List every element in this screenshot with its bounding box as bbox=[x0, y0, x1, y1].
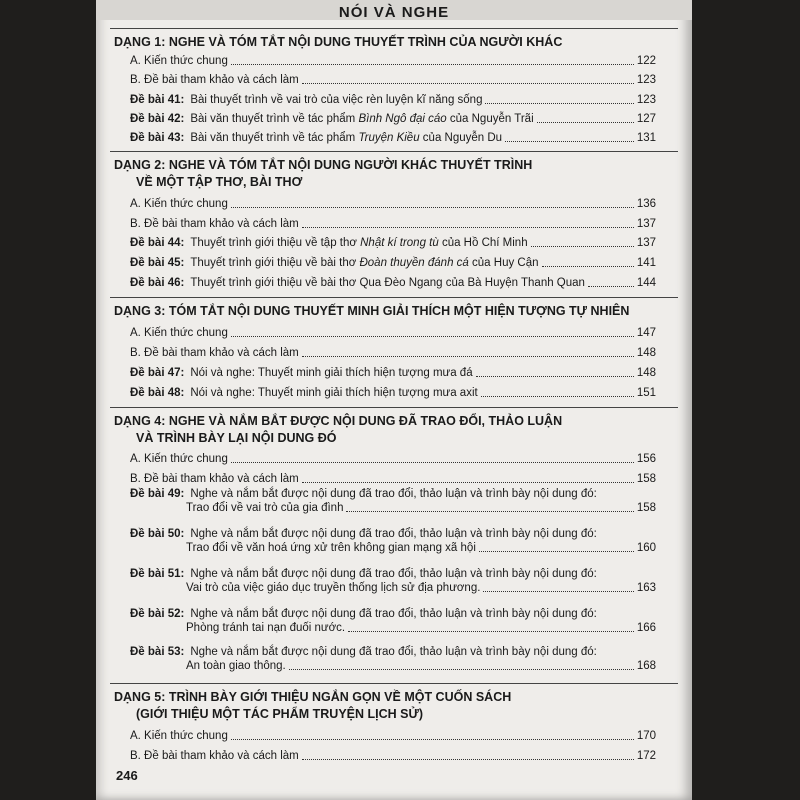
entry-page: 158 bbox=[636, 502, 656, 514]
entry-text: Nghe và nắm bắt được nội dung đã trao đổi, thảo luận và trình bày nội dung đó: bbox=[190, 646, 597, 658]
entry-page: 144 bbox=[636, 277, 656, 289]
leader-dots bbox=[346, 511, 633, 512]
section-title-dang-1: DẠNG 1: NGHE VÀ TÓM TẮT NỘI DUNG THUYẾT TRÌNH CỦA NGƯỜI KHÁC bbox=[114, 35, 563, 49]
entry-label: Đề bài 41: bbox=[130, 94, 185, 106]
entry-page: 141 bbox=[636, 257, 656, 269]
entry-text: A. Kiến thức chung bbox=[130, 730, 228, 742]
toc-entry[interactable] bbox=[130, 468, 656, 486]
leader-dots bbox=[483, 591, 633, 592]
entry-page: 123 bbox=[636, 74, 656, 86]
section-divider bbox=[110, 407, 678, 408]
entry-label: Đề bài 47: bbox=[130, 367, 185, 379]
entry-text-cont: Vai trò của việc giáo dục truyền thống lịch sử địa phương. bbox=[186, 582, 481, 594]
toc-entry[interactable] bbox=[130, 382, 656, 400]
entry-page: 137 bbox=[636, 237, 656, 249]
entry-text: Nghe và nắm bắt được nội dung đã trao đổi, thảo luận và trình bày nội dung đó: bbox=[190, 608, 597, 620]
toc-entry[interactable] bbox=[130, 272, 656, 290]
leader-dots bbox=[348, 631, 634, 632]
section-divider bbox=[110, 297, 678, 298]
entry-text: B. Đề bài tham khảo và cách làm bbox=[130, 347, 299, 359]
entry-label: Đề bài 48: bbox=[130, 387, 185, 399]
entry-label: Đề bài 46: bbox=[130, 277, 185, 289]
entry-page: 166 bbox=[636, 622, 656, 634]
entry-label: Đề bài 49: bbox=[130, 488, 185, 500]
entry-text-cont: An toàn giao thông. bbox=[186, 660, 286, 672]
entry-text: Thuyết trình giới thiệu về bài thơ Đoàn thuyền đánh cá của Huy Cận bbox=[190, 257, 539, 269]
leader-dots bbox=[302, 83, 634, 84]
leader-dots bbox=[505, 141, 634, 142]
leader-dots bbox=[481, 396, 634, 397]
entry-page: 122 bbox=[636, 55, 656, 67]
entry-page: 147 bbox=[636, 327, 656, 339]
leader-dots bbox=[289, 669, 634, 670]
entry-page: 158 bbox=[636, 473, 656, 485]
entry-text: Nghe và nắm bắt được nội dung đã trao đổi, thảo luận và trình bày nội dung đó: bbox=[190, 488, 597, 500]
toc-entry[interactable] bbox=[130, 487, 656, 521]
leader-dots bbox=[479, 551, 634, 552]
toc-entry[interactable] bbox=[130, 69, 656, 87]
toc-entry[interactable] bbox=[130, 645, 656, 679]
leader-dots bbox=[302, 227, 634, 228]
entry-label: Đề bài 45: bbox=[130, 257, 185, 269]
leader-dots bbox=[302, 759, 634, 760]
entry-text-cont: Trao đổi về vai trò của gia đình bbox=[186, 502, 344, 514]
toc-entry[interactable] bbox=[130, 322, 656, 340]
section-title-dang-2: DẠNG 2: NGHE VÀ TÓM TẮT NỘI DUNG NGƯỜI KHÁC THUYẾT TRÌNH VỀ MỘT TẬP THƠ, BÀI THƠ bbox=[114, 158, 533, 189]
toc-entry[interactable] bbox=[130, 607, 656, 641]
entry-text: B. Đề bài tham khảo và cách làm bbox=[130, 218, 299, 230]
toc-entry[interactable] bbox=[130, 252, 656, 270]
entry-text: Nói và nghe: Thuyết minh giải thích hiện tượng mưa đá bbox=[190, 367, 473, 379]
entry-text: Bài thuyết trình về vai trò của việc rèn luyện kĩ năng sống bbox=[190, 94, 483, 106]
entry-text: Nói và nghe: Thuyết minh giải thích hiện tượng mưa axit bbox=[190, 387, 478, 399]
toc-entry[interactable] bbox=[130, 567, 656, 601]
toc-entry[interactable] bbox=[130, 89, 656, 107]
entry-label: Đề bài 51: bbox=[130, 568, 185, 580]
entry-page: 123 bbox=[636, 94, 656, 106]
toc-entry[interactable] bbox=[130, 362, 656, 380]
toc-entry[interactable] bbox=[130, 232, 656, 250]
leader-dots bbox=[231, 64, 634, 65]
section-title-dang-4: DẠNG 4: NGHE VÀ NẮM BẮT ĐƯỢC NỘI DUNG ĐÃ TRAO ĐỔI, THẢO LUẬN VÀ TRÌNH BÀY LẠI NỘI DUNG ĐÓ bbox=[114, 414, 563, 445]
entry-page: 127 bbox=[636, 113, 656, 125]
toc-entry[interactable] bbox=[130, 50, 656, 68]
section-title-dang-3: DẠNG 3: TÓM TẮT NỘI DUNG THUYẾT MINH GIẢI THÍCH MỘT HIỆN TƯỢNG TỰ NHIÊN bbox=[114, 304, 630, 318]
leader-dots bbox=[537, 122, 634, 123]
toc-entry[interactable] bbox=[130, 342, 656, 360]
toc-entry[interactable] bbox=[130, 108, 656, 126]
entry-text: A. Kiến thức chung bbox=[130, 453, 228, 465]
entry-page: 160 bbox=[636, 542, 656, 554]
entry-page: 172 bbox=[636, 750, 656, 762]
entry-page: 170 bbox=[636, 730, 656, 742]
section-divider bbox=[110, 151, 678, 152]
toc-entry[interactable] bbox=[130, 127, 656, 145]
entry-label: Đề bài 43: bbox=[130, 132, 185, 144]
entry-page: 131 bbox=[636, 132, 656, 144]
entry-text: Thuyết trình giới thiệu về tập thơ Nhật kí trong tù của Hồ Chí Minh bbox=[190, 237, 528, 249]
toc-entry[interactable] bbox=[130, 448, 656, 466]
entry-label: Đề bài 44: bbox=[130, 237, 185, 249]
entry-page: 148 bbox=[636, 347, 656, 359]
leader-dots bbox=[531, 246, 634, 247]
entry-text: A. Kiến thức chung bbox=[130, 327, 228, 339]
leader-dots bbox=[231, 462, 634, 463]
entry-text: B. Đề bài tham khảo và cách làm bbox=[130, 473, 299, 485]
toc-entry[interactable] bbox=[130, 725, 656, 743]
leader-dots bbox=[588, 286, 634, 287]
entry-page: 168 bbox=[636, 660, 656, 672]
entry-text: Thuyết trình giới thiệu về bài thơ Qua Đèo Ngang của Bà Huyện Thanh Quan bbox=[190, 277, 585, 289]
page-title: NÓI VÀ NGHE bbox=[338, 4, 450, 21]
entry-text: Bài văn thuyết trình về tác phẩm Truyện Kiều của Nguyễn Du bbox=[190, 132, 503, 144]
toc-entry[interactable] bbox=[130, 745, 656, 763]
leader-dots bbox=[542, 266, 634, 267]
section-title-dang-5: DẠNG 5: TRÌNH BÀY GIỚI THIỆU NGẮN GỌN VỀ MỘT CUỐN SÁCH (GIỚI THIỆU MỘT TÁC PHẨM TRUYỆN LỊCH SỬ) bbox=[114, 690, 512, 721]
entry-text-cont: Phòng tránh tai nạn đuối nước. bbox=[186, 622, 346, 634]
entry-text: A. Kiến thức chung bbox=[130, 198, 228, 210]
leader-dots bbox=[231, 336, 634, 337]
entry-label: Đề bài 42: bbox=[130, 113, 185, 125]
toc-entry[interactable] bbox=[130, 527, 656, 561]
leader-dots bbox=[485, 103, 633, 104]
book-page bbox=[96, 0, 692, 800]
entry-text: A. Kiến thức chung bbox=[130, 55, 228, 67]
section-divider bbox=[110, 683, 678, 684]
section-divider bbox=[110, 28, 678, 29]
entry-text-cont: Trao đổi về văn hoá ứng xử trên không gian mạng xã hội bbox=[186, 542, 476, 554]
page-number: 246 bbox=[116, 768, 138, 783]
leader-dots bbox=[302, 356, 634, 357]
entry-page: 156 bbox=[636, 453, 656, 465]
entry-label: Đề bài 53: bbox=[130, 646, 185, 658]
entry-text: B. Đề bài tham khảo và cách làm bbox=[130, 750, 299, 762]
leader-dots bbox=[231, 207, 634, 208]
entry-text: Nghe và nắm bắt được nội dung đã trao đổi, thảo luận và trình bày nội dung đó: bbox=[190, 568, 597, 580]
entry-label: Đề bài 52: bbox=[130, 608, 185, 620]
toc-entry[interactable] bbox=[130, 193, 656, 211]
entry-page: 136 bbox=[636, 198, 656, 210]
entry-text: B. Đề bài tham khảo và cách làm bbox=[130, 74, 299, 86]
entry-label: Đề bài 50: bbox=[130, 528, 185, 540]
entry-text: Nghe và nắm bắt được nội dung đã trao đổi, thảo luận và trình bày nội dung đó: bbox=[190, 528, 597, 540]
entry-page: 163 bbox=[636, 582, 656, 594]
entry-page: 137 bbox=[636, 218, 656, 230]
leader-dots bbox=[231, 739, 634, 740]
leader-dots bbox=[476, 376, 634, 377]
entry-page: 148 bbox=[636, 367, 656, 379]
leader-dots bbox=[302, 482, 634, 483]
entry-page: 151 bbox=[636, 387, 656, 399]
toc-entry[interactable] bbox=[130, 213, 656, 231]
entry-text: Bài văn thuyết trình về tác phẩm Bình Ngô đại cáo của Nguyễn Trãi bbox=[190, 113, 534, 125]
